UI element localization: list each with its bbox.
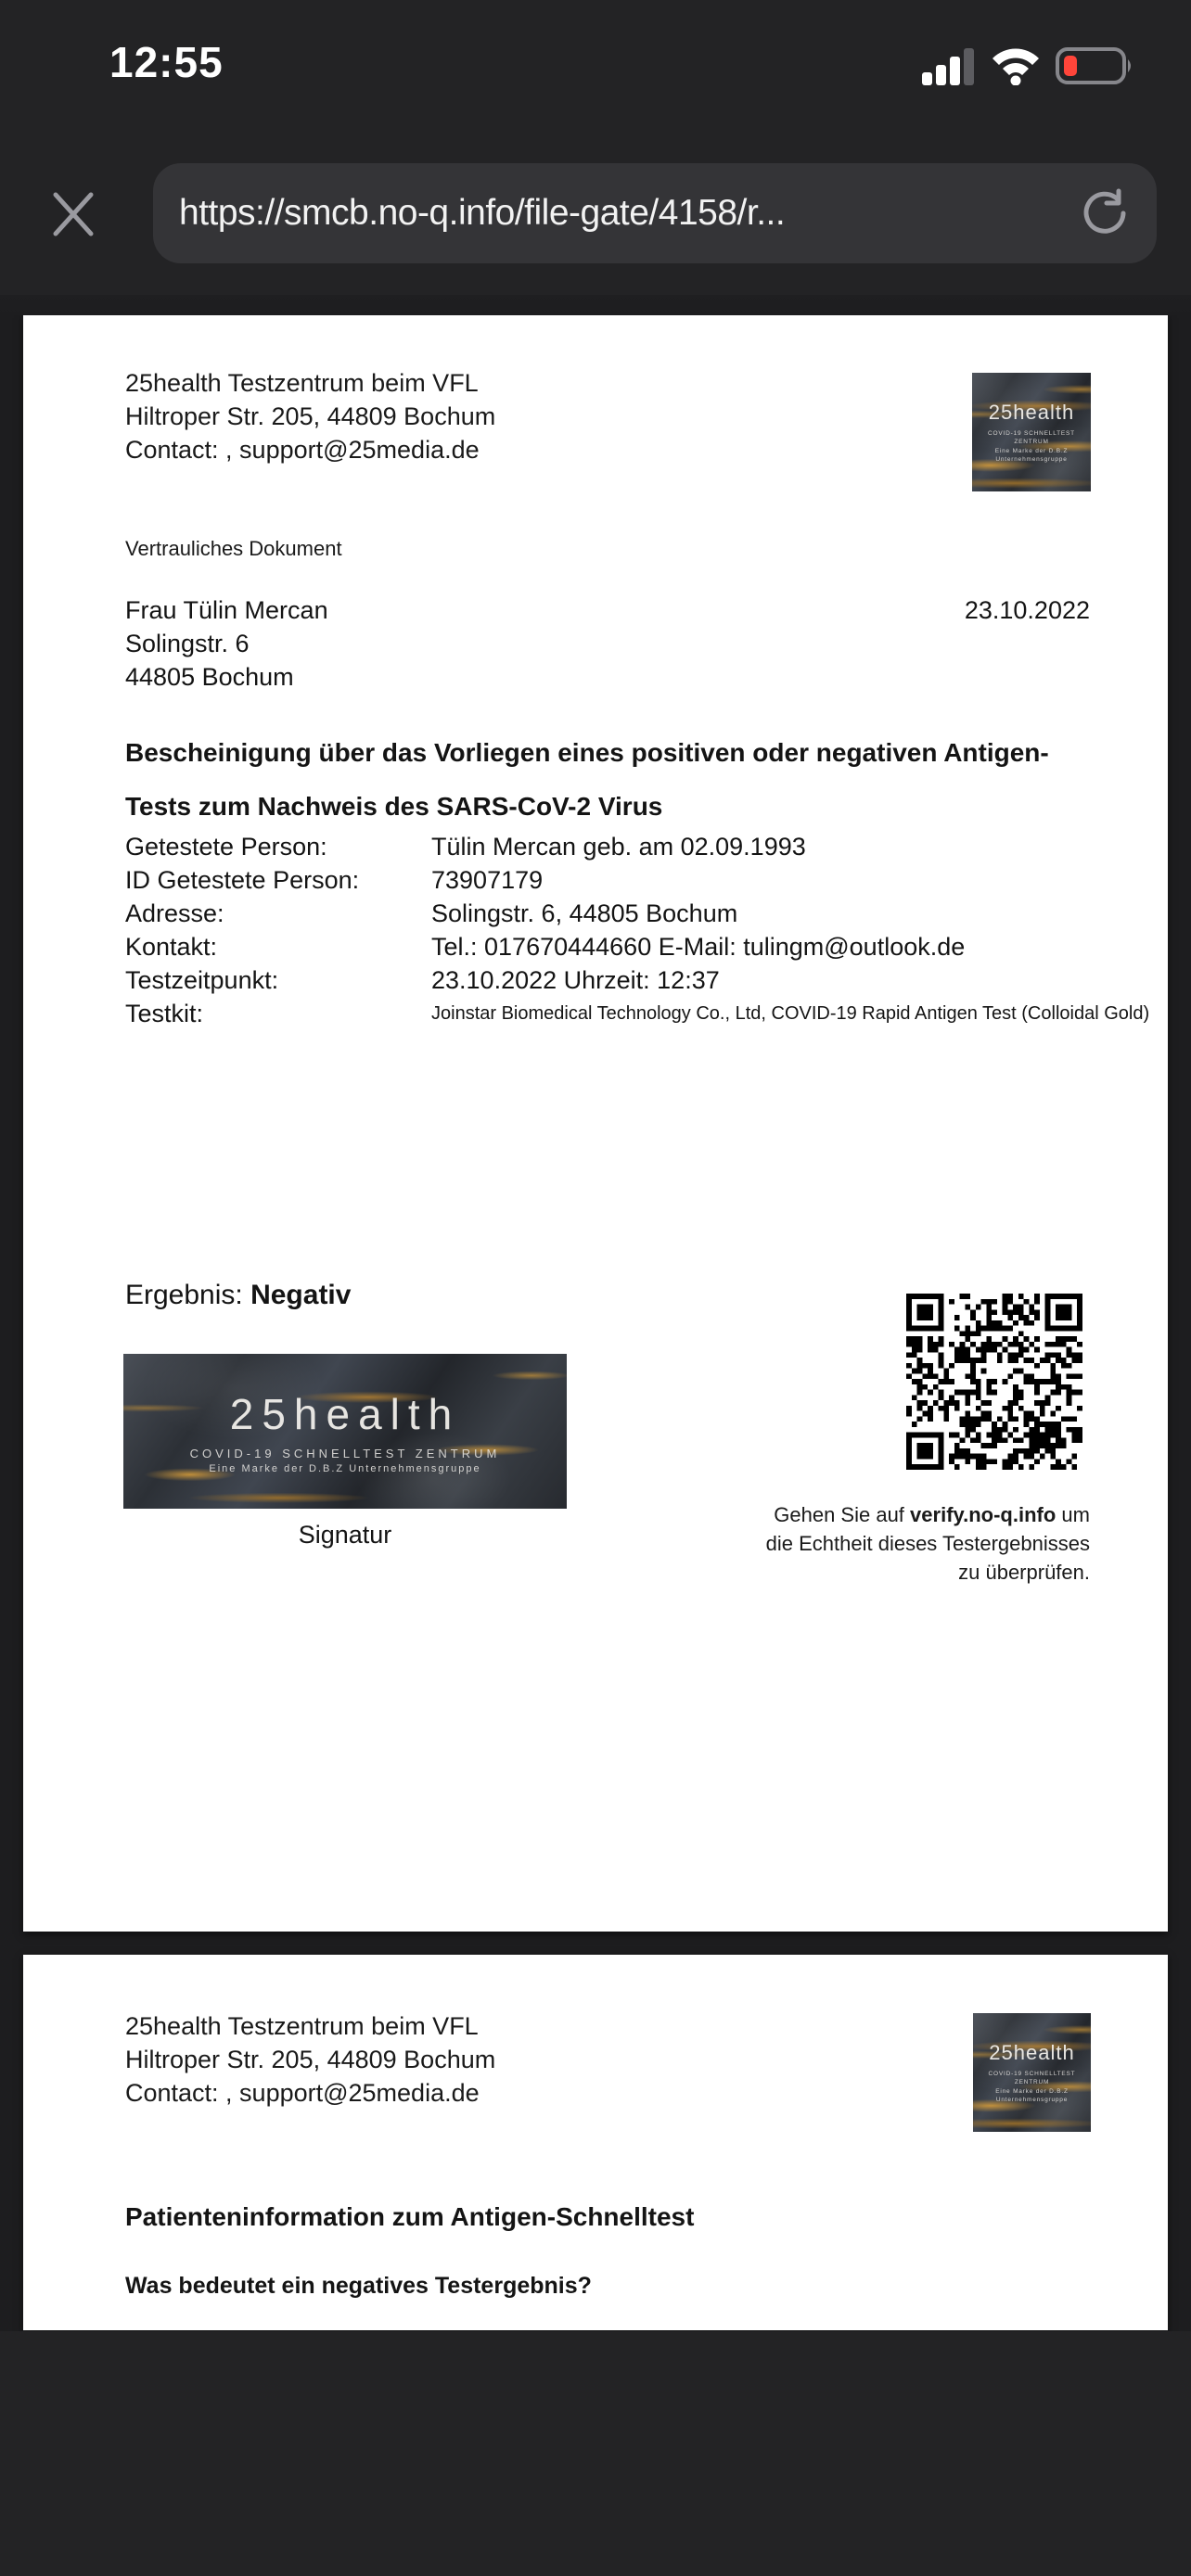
verify-domain: verify.no-q.info xyxy=(910,1503,1057,1526)
issuer-name: 25health Testzentrum beim VFL xyxy=(125,369,479,397)
issuer-address: Hiltroper Str. 205, 44809 Bochum xyxy=(125,402,496,430)
result-label: Ergebnis: xyxy=(125,1280,251,1310)
logo-subtext-1: COVID-19 SCHNELLTEST ZENTRUM xyxy=(988,2071,1076,2085)
cellular-signal-icon xyxy=(922,46,976,85)
logo-brand-text: 25health xyxy=(988,401,1075,424)
verify-text: Gehen Sie auf xyxy=(774,1503,911,1526)
table-row xyxy=(125,997,1150,1030)
browser-top-bar xyxy=(0,0,1191,295)
row-label: ID Getestete Person: xyxy=(125,865,360,894)
row-label: Getestete Person: xyxy=(125,832,327,861)
signature-subtext-2: Eine Marke der D.B.Z Unternehmensgruppe xyxy=(209,1462,481,1474)
result-value: Negativ xyxy=(250,1280,352,1310)
verify-instructions xyxy=(663,1500,1090,1587)
issuer-header xyxy=(125,366,495,466)
reload-icon[interactable] xyxy=(1079,187,1131,239)
table-row xyxy=(125,963,1095,997)
row-value: Solingstr. 6, 44805 Bochum xyxy=(431,899,738,927)
battery-icon xyxy=(1056,46,1135,85)
row-label: Testzeitpunkt: xyxy=(125,965,279,994)
test-details-table xyxy=(125,830,1150,1030)
close-browser-button[interactable] xyxy=(48,189,98,239)
verify-text: zu überprüfen. xyxy=(958,1561,1090,1584)
row-label: Adresse: xyxy=(125,899,224,927)
issuer-contact: Contact: , support@25media.de xyxy=(125,2079,480,2107)
issuer-header xyxy=(125,2009,495,2110)
verify-text: die Echtheit dieses Testergebnisses xyxy=(765,1532,1090,1555)
table-row xyxy=(125,830,1095,863)
row-value: 23.10.2022 Uhrzeit: 12:37 xyxy=(431,965,720,994)
row-value: Tülin Mercan geb. am 02.09.1993 xyxy=(431,832,806,861)
table-row xyxy=(125,897,1095,930)
issuer-contact: Contact: , support@25media.de xyxy=(125,436,480,464)
logo-subtext-2: Eine Marke der D.B.Z Unternehmensgruppe xyxy=(994,448,1069,463)
qr-code xyxy=(906,1294,1082,1470)
signature-caption: Signatur xyxy=(298,1521,392,1549)
test-result xyxy=(125,1280,351,1311)
confidential-label: Vertrauliches Dokument xyxy=(125,537,342,560)
row-value: Tel.: 017670444660 E-Mail: tulingm@outlook.de xyxy=(431,932,966,961)
signature-image xyxy=(123,1354,567,1509)
logo-subtext-2: Eine Marke der D.B.Z Unternehmensgruppe xyxy=(995,2088,1069,2103)
signature-brand-text: 25health xyxy=(229,1389,461,1438)
logo-brand-text: 25health xyxy=(989,2041,1075,2064)
url-bar[interactable] xyxy=(153,163,1157,263)
pdf-page-1 xyxy=(23,315,1168,1932)
table-row xyxy=(125,930,1095,963)
recipient-street: Solingstr. 6 xyxy=(125,630,250,657)
recipient-city: 44805 Bochum xyxy=(125,663,294,691)
signature-subtext-1: COVID-19 SCHNELLTEST ZENTRUM xyxy=(189,1446,501,1460)
row-value: 73907179 xyxy=(431,865,544,894)
row-value: Joinstar Biomedical Technology Co., Ltd, COVID-19 Rapid Antigen Test (Colloidal Gold) xyxy=(431,1002,1150,1024)
recipient-block xyxy=(125,593,328,694)
url-text: https://smcb.no-q.info/file-gate/4158/r... xyxy=(179,193,786,233)
issuer-name: 25health Testzentrum beim VFL xyxy=(125,2012,479,2040)
toolbar-shadow xyxy=(0,295,1191,315)
recipient-name: Frau Tülin Mercan xyxy=(125,596,328,624)
company-logo xyxy=(972,373,1091,491)
status-icons xyxy=(922,46,1135,85)
issuer-address: Hiltroper Str. 205, 44809 Bochum xyxy=(125,2046,496,2073)
status-time: 12:55 xyxy=(109,38,224,86)
row-label: Kontakt: xyxy=(125,932,218,961)
negative-result-question: Was bedeutet ein negatives Testergebnis? xyxy=(125,2273,592,2299)
logo-subtext-1: COVID-19 SCHNELLTEST ZENTRUM xyxy=(988,430,1075,445)
pdf-viewport[interactable] xyxy=(0,315,1191,2331)
document-date: 23.10.2022 xyxy=(964,596,1090,624)
pdf-page-2 xyxy=(23,1955,1168,2330)
row-label: Testkit: xyxy=(125,999,204,1027)
company-logo xyxy=(973,2013,1091,2132)
verify-text: um xyxy=(1056,1503,1090,1526)
patient-info-title: Patienteninformation zum Antigen-Schnelltest xyxy=(125,2202,695,2231)
table-row xyxy=(125,863,1095,897)
browser-bottom-bar xyxy=(0,2331,1191,2576)
wifi-icon xyxy=(991,46,1041,85)
certificate-title: Bescheinigung über das Vorliegen eines positiven oder negativen Antigen-Tests zum Nachweis des SARS-CoV-2 Virus xyxy=(125,738,1049,821)
